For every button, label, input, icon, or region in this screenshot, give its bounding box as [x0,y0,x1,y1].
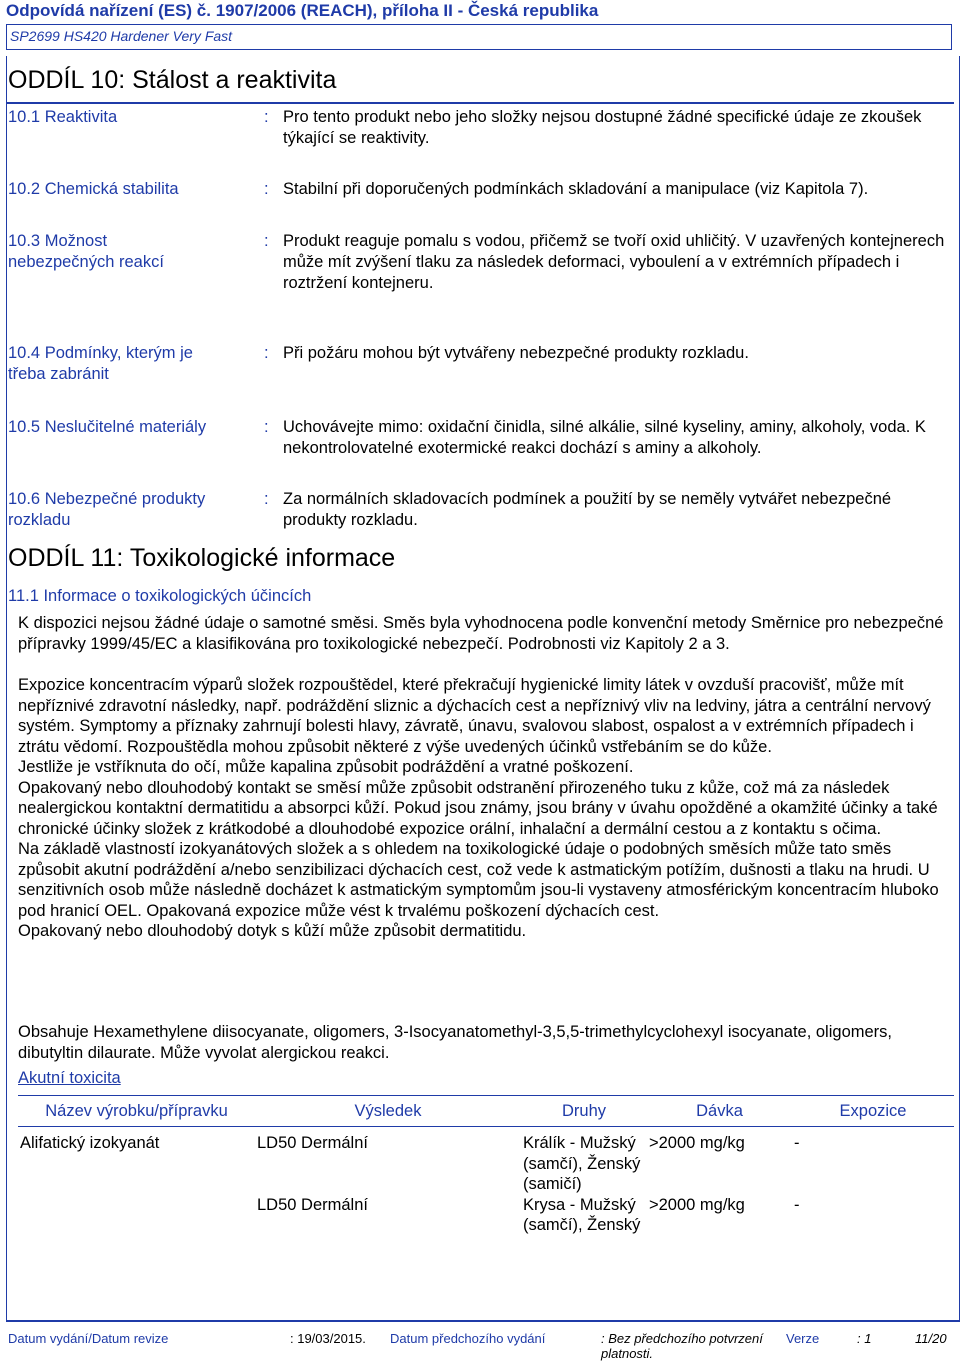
footer-prev-value: : Bez předchozího potvrzení platnosti. [601,1331,763,1361]
col-header-product: Název výrobku/přípravku [18,1096,255,1127]
acute-toxicity-table [18,1095,954,1236]
footer-divider [6,1320,960,1322]
section-11-title: ODDÍL 11: Toxikologické informace [8,544,396,572]
footer-version-label: Verze [786,1331,820,1346]
colon: : [264,232,269,250]
colon: : [264,180,269,198]
colon: : [264,418,269,436]
row-label: 10.3 Možnost nebezpečných reakcí [8,232,164,271]
section-11-1-subtitle: 11.1 Informace o toxikologických účincích [8,587,312,605]
row-label: 10.5 Neslučitelné materiály [8,418,207,436]
footer-issue-label: Datum vydání/Datum revize [8,1331,169,1346]
footer-version-value: : 1 [857,1331,872,1346]
product-name-box: SP2699 HS420 Hardener Very Fast [6,24,952,50]
cell-product [18,1195,255,1236]
footer-page-number: 11/20 [915,1331,947,1346]
row-value: Produkt reaguje pomalu s vodou, přičemž se tvoří oxid uhličitý. V uzavřených kontejnerech může mít zvýšení tlaku za následek deformaci, vyboulení a v extrémních případech i roztržení kontejneru. [283,232,945,292]
cell-result: LD50 Dermální [257,1195,368,1214]
row-value: Za normálních skladovacích podmínek a použití by se neměly vytvářet nebezpečné produkty rozkladu. [283,490,892,529]
cell-product: Alifatický izokyanát [20,1134,160,1152]
colon: : [264,344,269,362]
colon: : [264,490,269,508]
footer-prev-label: Datum předchozího vydání [390,1331,546,1346]
health-effects-line: Opakovaný nebo dlouhodobý kontakt se směsí může způsobit odstranění přirozeného tuku z kůže, což má za následek nealergickou kontaktní dermatitidu a absorpci kůží. Pokud jsou známy, jsou brány v úvahu opožděné a okamžité účinky a také chronické účinky složek z krátkodobé a dlouhodobé expozice orální, inhalační a dermální cestou a z kontaktu s očima. [18,778,938,838]
section-10-title: ODDÍL 10: Stálost a reaktivita [8,66,337,94]
row-label: 10.4 Podmínky, kterým je třeba zabránit [8,344,193,383]
cell-exposure: - [794,1195,800,1214]
footer-issue-date: : 19/03/2015. [290,1331,366,1346]
col-header-species: Druhy [521,1096,647,1127]
paragraph-mixture-data: K dispozici nejsou žádné údaje o samotné směsi. Směs byla vyhodnocena podle konvenční metody Směrnice pro nebezpečné přípravky 1999/45/EC a klasifikována pro toxikologické nebezpečí. Podrobnosti viz Kapitoly 2 a 3. [18,614,944,653]
table-row [18,1127,954,1195]
row-value: Uchovávejte mimo: oxidační činidla, silné alkálie, silné kyseliny, aminy, alkoholy, voda. K nekontrolovatelné exotermické reakci dochází s aminy a alkoholy. [283,418,926,457]
health-effects-line: Na základě vlastností izokyanátových složek a s ohledem na toxikologické údaje o podobných směsích může tato směs způsobit akutní podráždění a/nebo senzibilizaci dýchacích cest, což vede k astmatickým potížím, dušnosti a tlaku na hrudi. U senzitivních osob může následně docházet k astmatickým symptomům jsou-li vystaveny atmosférickým koncentracím hluboko pod hranicí OEL. Opakovaná expozice může vést k trvalému poškození dýchacích cest. [18,840,939,920]
health-effects-line: Jestliže je vstříknuta do očí, může kapalina způsobit podráždění a vratné poškození. [18,758,634,776]
row-label: 10.1 Reaktivita [8,108,118,126]
row-label: 10.6 Nebezpečné produkty rozkladu [8,490,206,529]
acute-toxicity-link[interactable]: Akutní toxicita [18,1069,121,1087]
row-label: 10.2 Chemická stabilita [8,180,179,198]
paragraph-health-effects [18,675,954,942]
col-header-dose: Dávka [647,1096,792,1127]
cell-dose: >2000 mg/kg [649,1134,745,1152]
health-effects-line: Expozice koncentracím výparů složek rozpouštědel, které překračují hygienické limity látek v ovzduší pracovišť, může mít nepříznivé zdravotní následky, např. podráždění sliznic a dýchacích cest a nepříznivý vliv na ledviny, játra a centrální nervový systém. Symptomy a příznaky zahrnují bolesti hlavy, závratě, únavu, svalovou slabost, ospalost a v extrémních případech i ztrátu vědomí. Rozpouštědla mohou způsobit některé z výše uvedených účinků vstřebáním se do kůže. [18,676,931,756]
row-value: Pro tento produkt nebo jeho složky nejsou dostupné žádné specifické údaje ze zkoušek týkající se reaktivity. [283,108,922,147]
table-row [18,1195,954,1236]
paragraph-contains: Obsahuje Hexamethylene diisocyanate, oligomers, 3-Isocyanatomethyl-3,5,5-trimethylcyclohexyl isocyanate, oligomers, dibutyltin dilaurate. Může vyvolat alergickou reakci. [18,1023,892,1062]
cell-result: LD50 Dermální [257,1134,368,1152]
row-value: Stabilní při doporučených podmínkách skladování a manipulace (viz Kapitola 7). [283,180,869,198]
cell-species: Krysa - Mužský (samčí), Ženský [523,1195,641,1234]
section-10-divider [6,102,954,104]
cell-dose: >2000 mg/kg [649,1195,745,1214]
regulation-header: Odpovídá nařízení (ES) č. 1907/2006 (REACH), příloha II - Česká republika [6,1,599,20]
colon: : [264,108,269,126]
cell-species: Králík - Mužský (samčí), Ženský (samičí) [523,1134,641,1193]
cell-exposure: - [794,1134,800,1152]
col-header-exposure: Expozice [792,1096,954,1127]
health-effects-line: Opakovaný nebo dlouhodobý dotyk s kůží může způsobit dermatitidu. [18,922,527,940]
col-header-result: Výsledek [255,1096,521,1127]
row-value: Při požáru mohou být vytvářeny nebezpečné produkty rozkladu. [283,344,749,362]
table-header-row [18,1096,954,1127]
